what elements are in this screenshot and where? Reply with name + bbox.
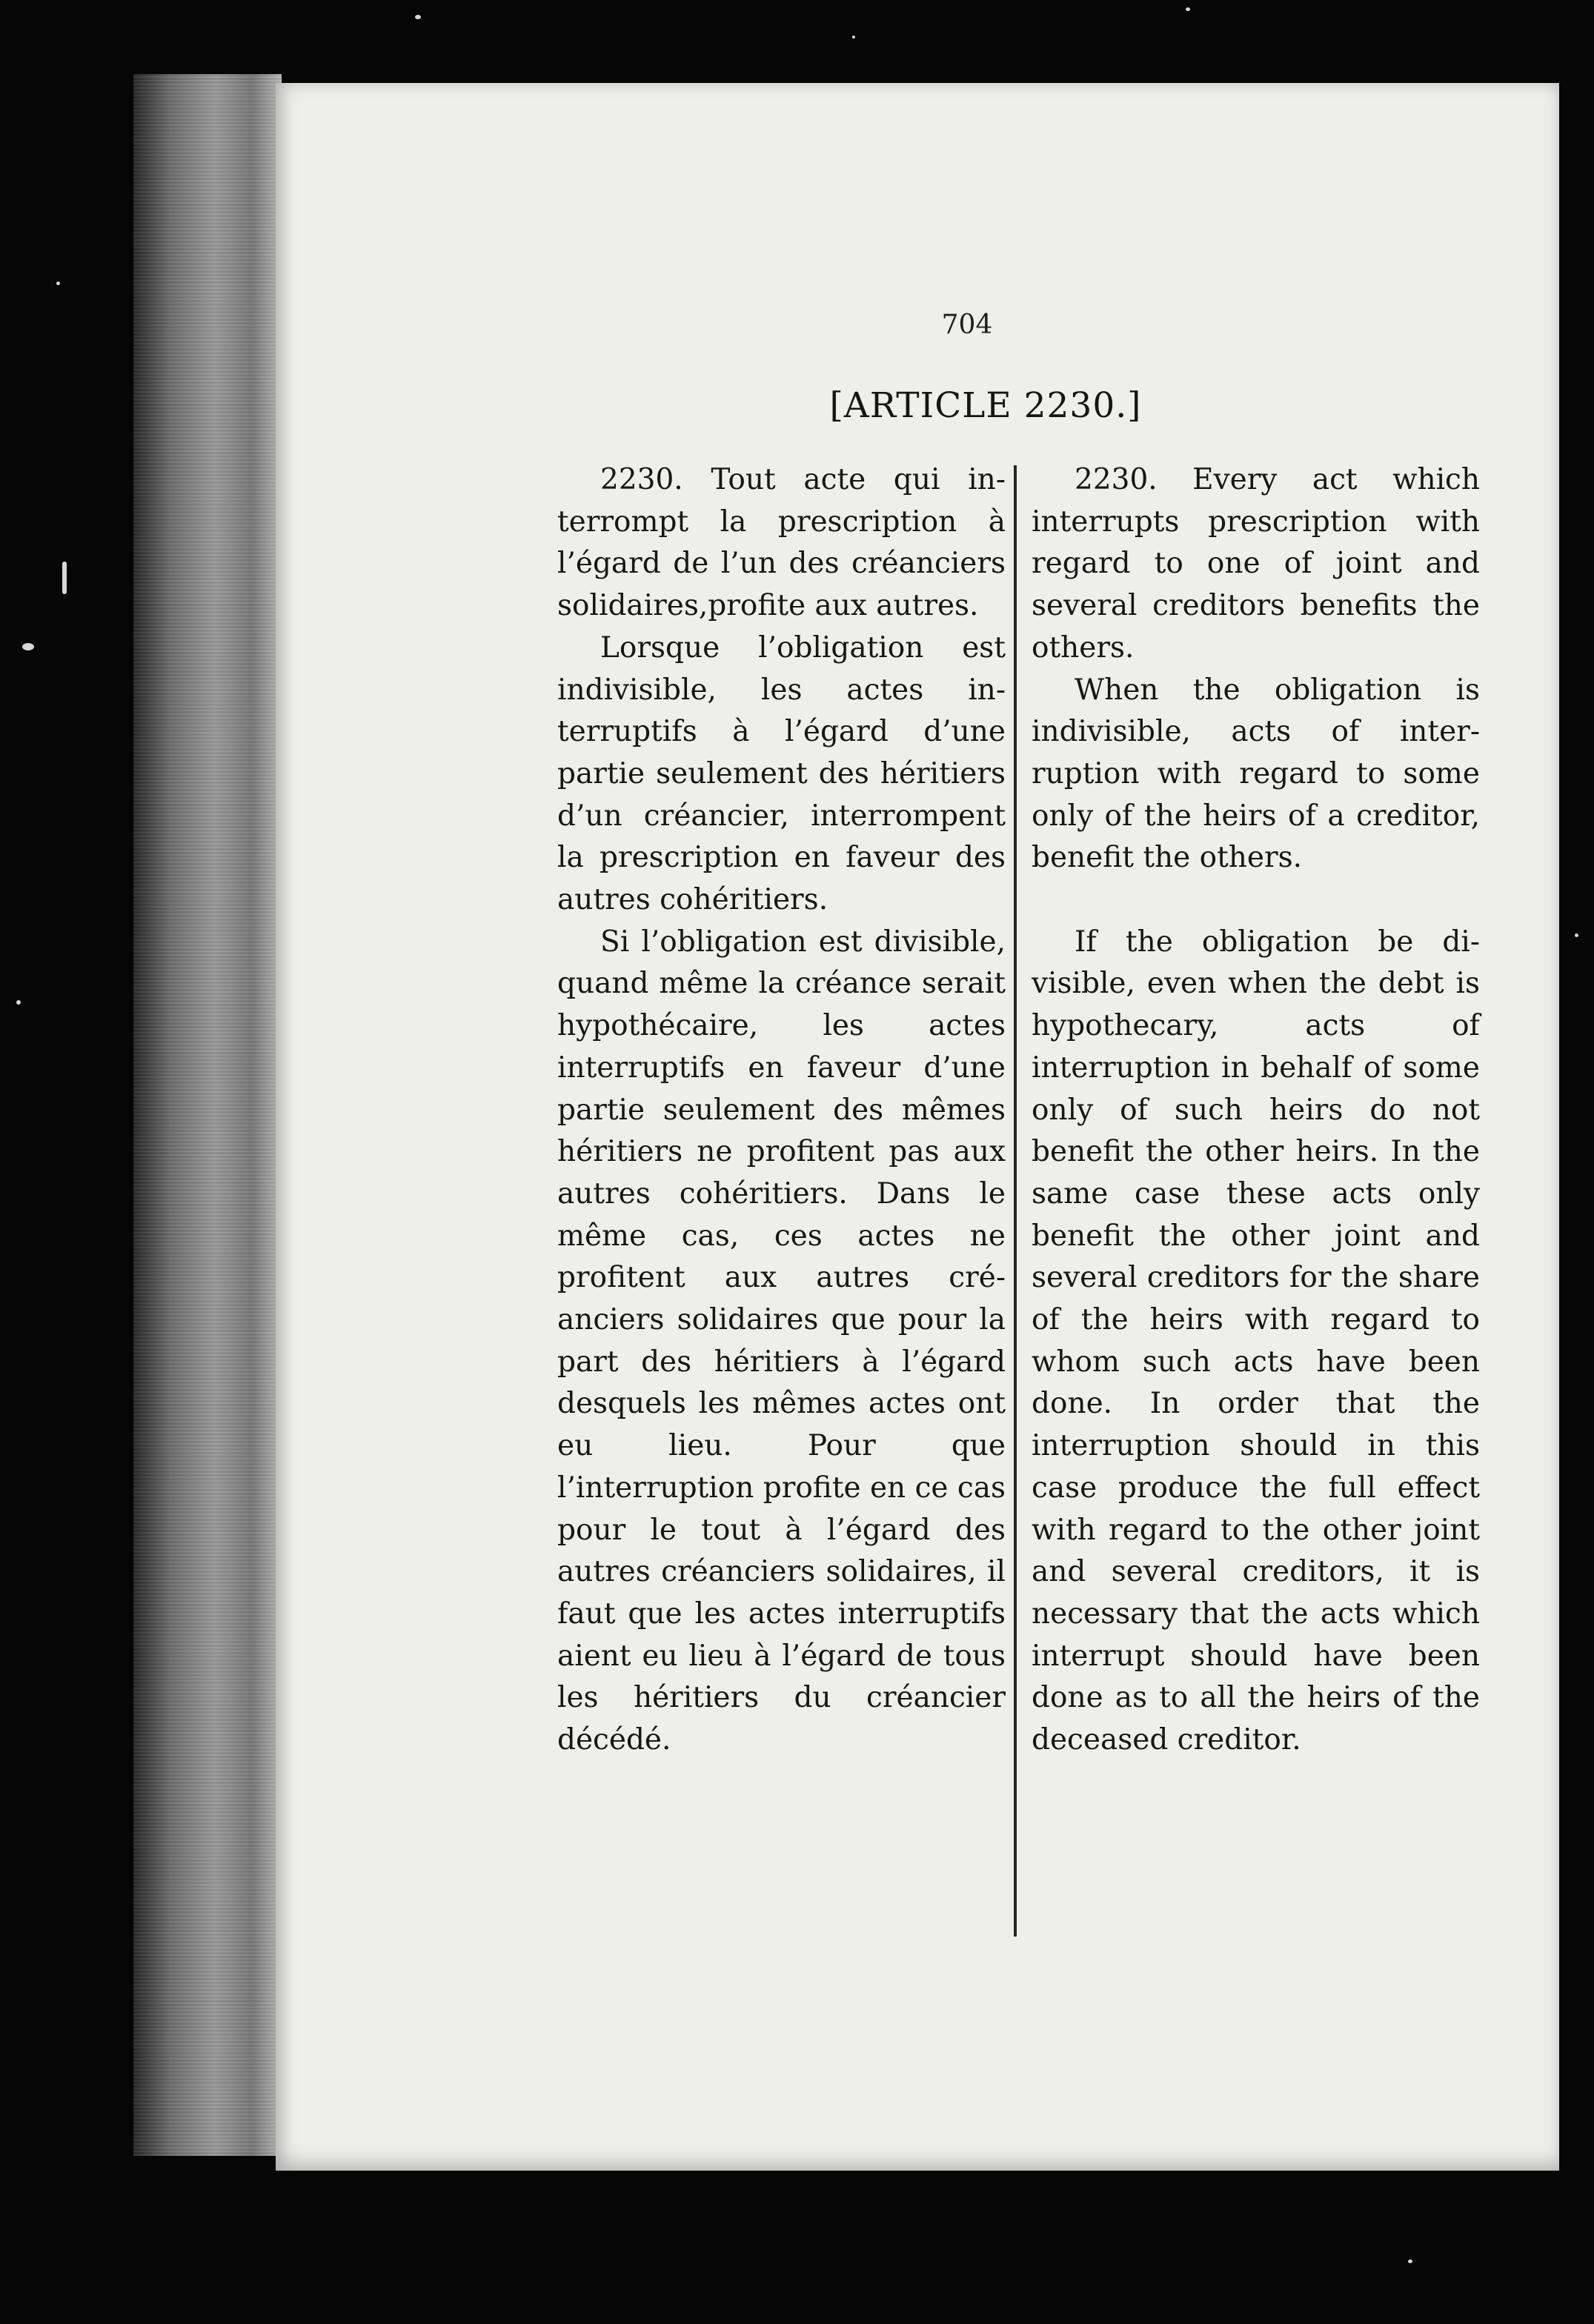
- english-paragraph-1: 2230. Every act which interrupts prescription with regard to one of joint and several creditors benefits the others.: [1032, 463, 1480, 665]
- dust-speck: [22, 643, 34, 650]
- english-column: [1032, 459, 1480, 1762]
- english-paragraph-3: If the obligation be divisible, even when the debt is hypothecary, acts of interruption in behalf of some only of such heirs do not benefit the other heirs. In the same case these acts only benefit the other joint and several creditors for the share of the heirs with regard to whom such acts have been done. In order that the interruption should in this case produce the full effect with regard to the other joint and several creditors, it is necessary that the acts which interrupt should have been done as to all the heirs of the deceased creditor.: [1032, 925, 1480, 1757]
- french-paragraph-2: Lorsque l’obligation est indivisible, les actes interruptifs à l’égard d’une partie seulement des héritiers d’un créancier, interrompent la prescription en faveur des autres cohéritiers.: [557, 630, 1006, 917]
- dust-speck: [1408, 2260, 1412, 2263]
- column-divider: [1014, 465, 1017, 1937]
- article-heading: [ARTICLE 2230.]: [829, 385, 1142, 426]
- page-number: 704: [941, 310, 993, 340]
- english-paragraph-2: When the obligation is indivisible, acts of interruption with regard to some only of the heirs of a creditor, benefit the others.: [1032, 673, 1480, 875]
- dust-speck: [56, 282, 60, 285]
- french-column: [557, 459, 1006, 1762]
- dust-speck: [415, 15, 421, 19]
- dust-speck: [16, 1000, 21, 1005]
- paragraph-gap: [1032, 879, 1480, 922]
- dust-speck: [62, 562, 67, 594]
- dust-speck: [1575, 933, 1578, 937]
- book-page-edges-texture: [133, 74, 282, 2156]
- french-paragraph-3: Si l’obligation est divisible, quand même la créance serait hypothécaire, les actes interruptifs en faveur d’une partie seulement des mêmes héritiers ne profitent pas aux autres cohéritiers. Dans le même cas, ces actes ne profitent aux autres créanciers solidaires que pour la part des héritiers à l’égard desquels les mêmes actes ont eu lieu. Pour que l’interruption profite en ce cas pour le tout à l’égard des autres créanciers solidaires, il faut que les actes interruptifs aient eu lieu à l’égard de tous les héritiers du créancier décédé.: [557, 925, 1006, 1757]
- dust-speck: [1186, 7, 1190, 11]
- dust-speck: [852, 36, 855, 39]
- french-paragraph-1: 2230. Tout acte qui interrompt la prescription à l’égard de l’un des créanciers solidaires,profite aux autres.: [557, 463, 1006, 623]
